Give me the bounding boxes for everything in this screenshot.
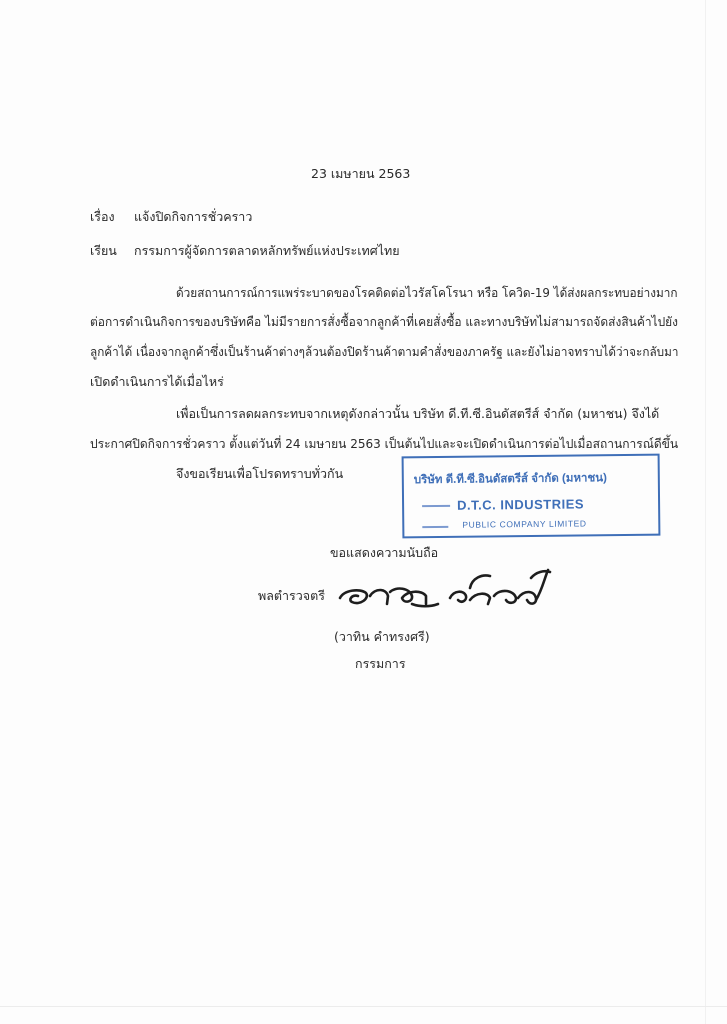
para1-line2: ต่อการดำเนินกิจการของบริษัทคือ ไม่มีรายการสั่งซื้อจากลูกค้าที่เคยสั่งซื้อ และทางบริษัทไม่สามารถจัดส่งสินค้าไปยัง <box>90 314 679 329</box>
scan-edge <box>705 0 706 1024</box>
recipient-text: กรรมการผู้จัดการตลาดหลักทรัพย์แห่งประเทศไทย <box>134 243 400 258</box>
scan-bottom-line <box>0 1006 727 1007</box>
para1-line3: ลูกค้าได้ เนื่องจากลูกค้าซึ่งเป็นร้านค้าต่างๆล้วนต้องปิดร้านค้าตามคำสั่งของภาครัฐ และยังไม่อาจทราบได้ว่าจะกลับมา <box>90 344 679 359</box>
stamp-rule <box>422 505 450 507</box>
stamp-rule <box>422 526 448 528</box>
para2-line2: ประกาศปิดกิจการชั่วคราว ตั้งแต่วันที่ 24 เมษายน 2563 เป็นต้นไปและจะเปิดดำเนินการต่อไปเมื่อสถานการณ์ดีขึ้น <box>90 436 679 451</box>
closing: ขอแสดงความนับถือ <box>330 545 439 560</box>
stamp-english-name: D.T.C. INDUSTRIES <box>457 496 585 513</box>
signer-name: (วาทิน คำทรงศรี) <box>334 629 430 644</box>
para2-line1: เพื่อเป็นการลดผลกระทบจากเหตุดังกล่าวนั้น บริษัท ดี.ที.ซี.อินดัสตรีส์ จำกัด (มหาชน) จึงได้ <box>176 406 660 421</box>
letter-date: 23 เมษายน 2563 <box>311 166 411 181</box>
para1-line4: เปิดดำเนินการได้เมื่อไหร่ <box>90 374 224 389</box>
para1-line1: ด้วยสถานการณ์การแพร่ระบาดของโรคติดต่อไวรัสโคโรนา หรือ โควิด-19 ได้ส่งผลกระทบอย่างมาก <box>176 285 678 300</box>
subject-label: เรื่อง <box>90 209 115 224</box>
subject-text: แจ้งปิดกิจการชั่วคราว <box>134 209 253 224</box>
company-stamp <box>402 454 661 539</box>
signer-title: กรรมการ <box>355 656 406 671</box>
stamp-english-sub: PUBLIC COMPANY LIMITED <box>462 518 587 530</box>
signature-image <box>330 560 560 625</box>
recipient-label: เรียน <box>90 243 117 258</box>
para3-line: จึงขอเรียนเพื่อโปรดทราบทั่วกัน <box>176 466 344 481</box>
stamp-thai-name: บริษัท ดี.ที.ซี.อินดัสตรีส์ จำกัด (มหาชน) <box>413 472 608 487</box>
signer-rank: พลตำรวจตรี <box>258 588 325 603</box>
